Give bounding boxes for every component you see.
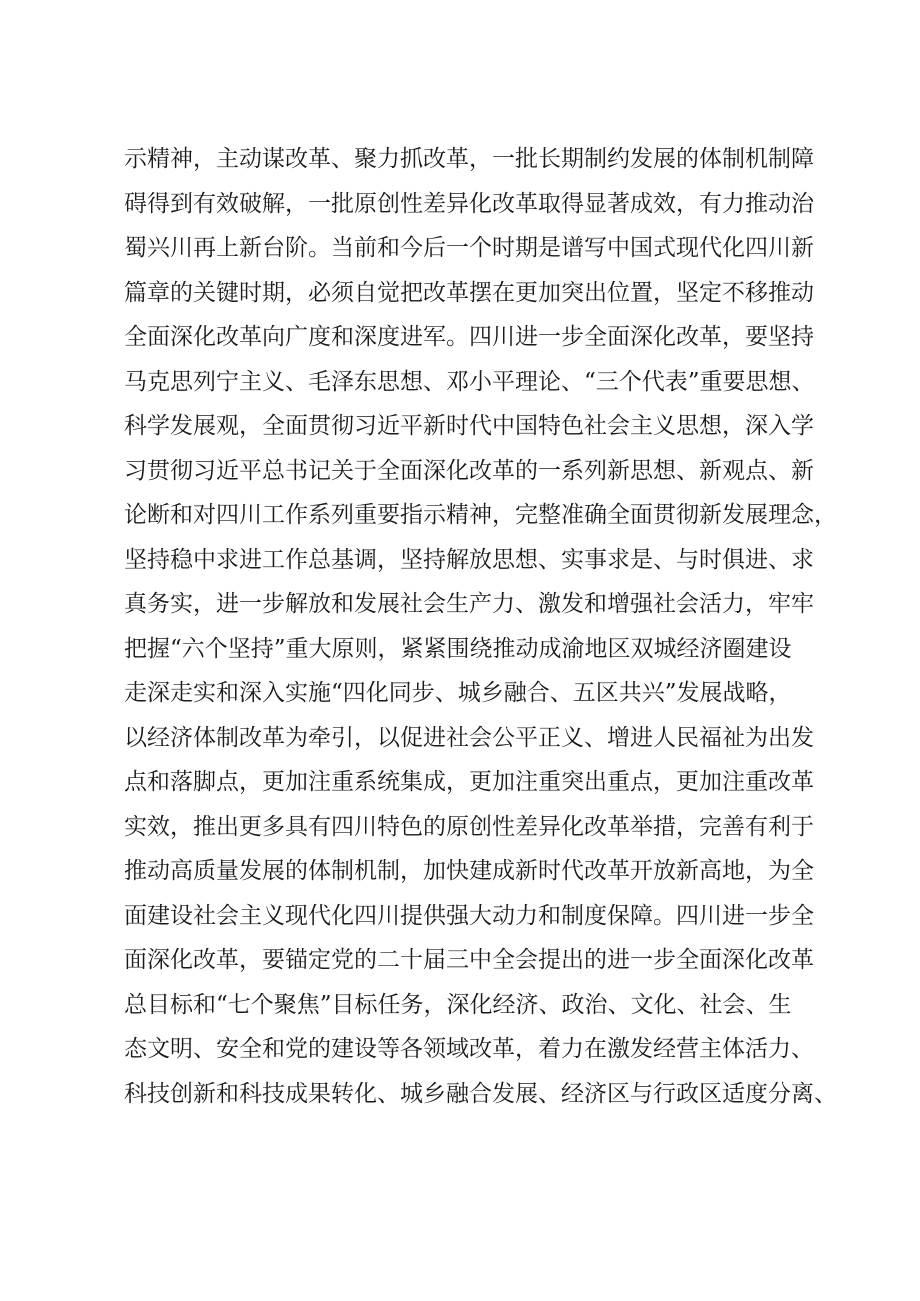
- text-line: 碍得到有效破解，一批原创性差异化改革取得显著成效，有力推动治: [124, 190, 814, 217]
- text-line: 走深走实和深入实施“四化同步、城乡融合、五区共兴”发展战略，: [124, 680, 792, 706]
- text-line: 态文明、安全和党的建设等各领域改革，着力在激发经营主体活力、: [124, 1036, 814, 1062]
- body-paragraph: [124, 137, 837, 1116]
- text-line: 篇章的关键时期，必须自觉把改革摆在更加突出位置，坚定不移推动: [124, 279, 814, 306]
- text-line: 科学发展观，全面贯彻习近平新时代中国特色社会主义思想，深入学: [124, 413, 814, 439]
- text-line: 科技创新和科技成果转化、城乡融合发展、经济区与行政区适度分离、: [124, 1080, 837, 1107]
- text-line: 坚持稳中求进工作总基调，坚持解放思想、实事求是、与时俱进、求: [124, 546, 814, 573]
- text-line: 把握“六个坚持”重大原则，紧紧围绕推动成渝地区双城经济圈建设: [124, 635, 792, 662]
- text-line: 习贯彻习近平总书记关于全面深化改革的一系列新思想、新观点、新: [124, 457, 814, 484]
- text-line: 真务实，进一步解放和发展社会生产力、激发和增强社会活力，牢牢: [124, 591, 814, 617]
- text-line: 以经济体制改革为牵引，以促进社会公平正义、增进人民福祉为出发: [124, 724, 814, 751]
- text-line: 面建设社会主义现代化四川提供强大动力和制度保障。四川进一步全: [124, 902, 814, 929]
- text-line: 实效，推出更多具有四川特色的原创性差异化改革举措，完善有利于: [124, 813, 814, 840]
- text-line: 论断和对四川工作系列重要指示精神，完整准确全面贯彻新发展理念，: [124, 502, 837, 528]
- text-line: 蜀兴川再上新台阶。当前和今后一个时期是谱写中国式现代化四川新: [124, 235, 814, 261]
- text-line: 示精神，主动谋改革、聚力抓改革，一批长期制约发展的体制机制障: [124, 146, 814, 172]
- text-line: 点和落脚点，更加注重系统集成，更加注重突出重点，更加注重改革: [124, 769, 814, 795]
- text-line: 全面深化改革向广度和深度进军。四川进一步全面深化改革，要坚持: [124, 324, 814, 350]
- text-line: 马克思列宁主义、毛泽东思想、邓小平理论、“三个代表”重要思想、: [124, 368, 815, 395]
- text-line: 面深化改革，要锚定党的二十届三中全会提出的进一步全面深化改革: [124, 947, 814, 973]
- text-line: 推动高质量发展的体制机制，加快建成新时代改革开放新高地，为全: [124, 858, 814, 884]
- text-line: 总目标和“七个聚焦”目标任务，深化经济、政治、文化、社会、生: [124, 991, 792, 1018]
